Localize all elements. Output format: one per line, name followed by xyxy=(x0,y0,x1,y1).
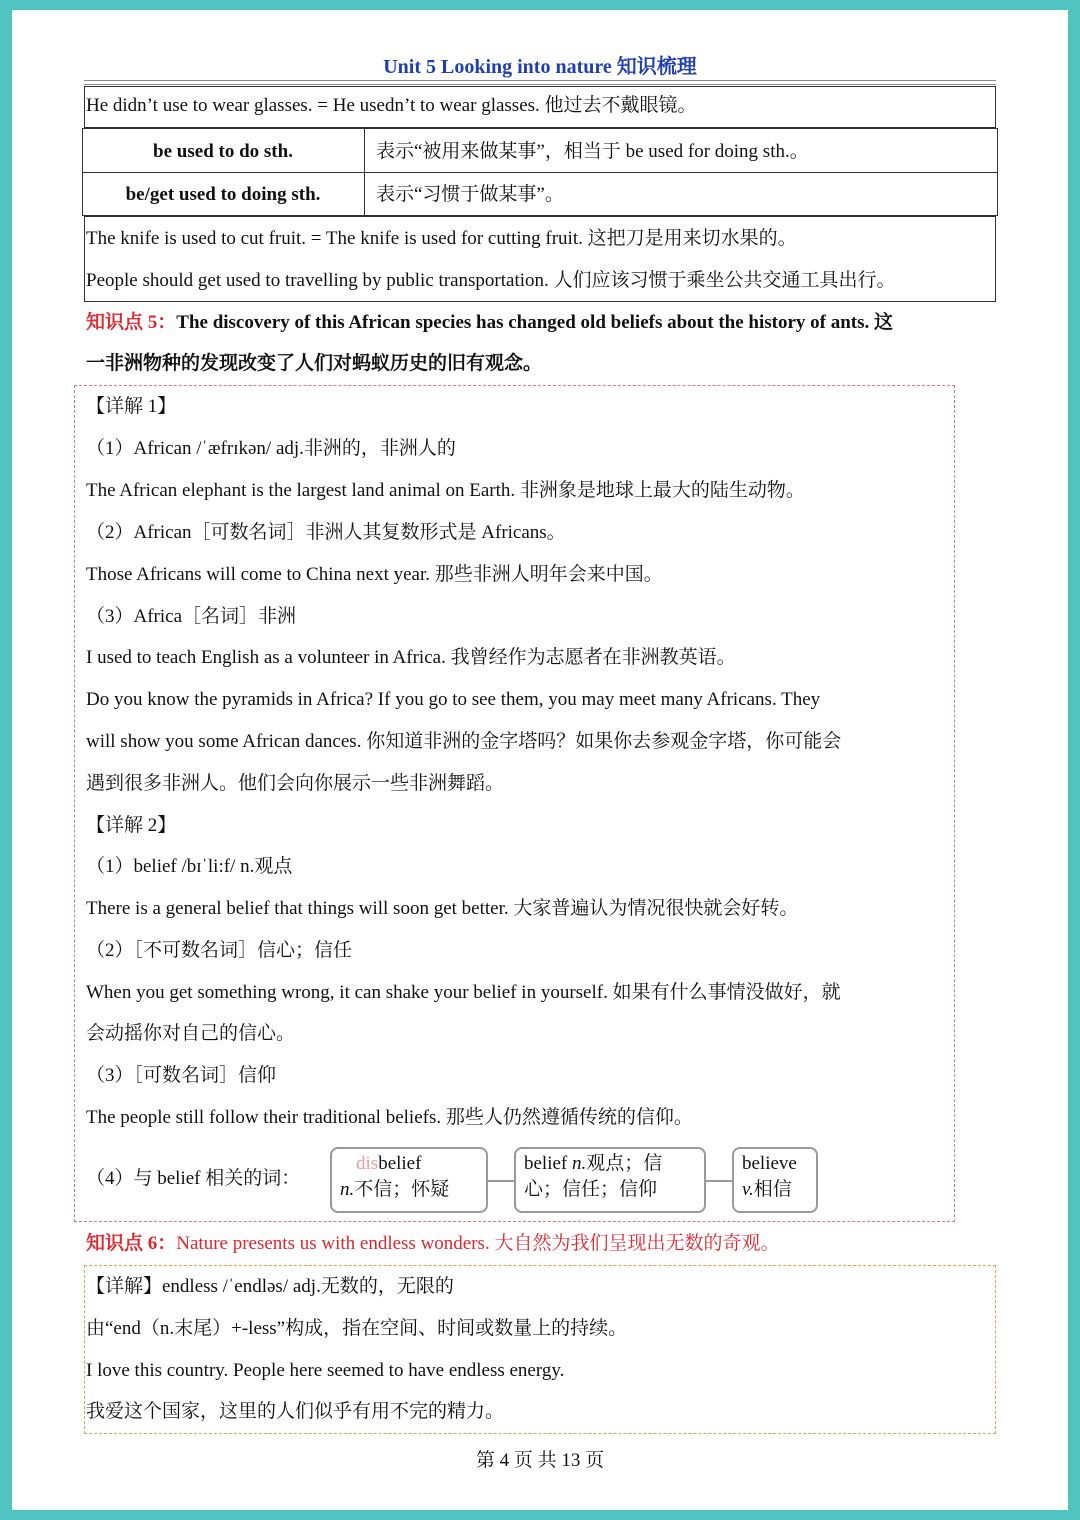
detail-1-line-3: （2）African［可数名词］非洲人其复数形式是 Africans。 xyxy=(86,522,566,543)
word-disbelief-definition xyxy=(340,1177,478,1203)
detail-2-line-3: （2）［不可数名词］信心；信任 xyxy=(86,940,353,961)
detail-6-line-3: I love this country. People here seemed to have endless energy. xyxy=(86,1360,565,1381)
knowledge-point-5-sentence: The discovery of this African species has changed old beliefs about the history of ants. 这 xyxy=(176,312,894,333)
word-disbelief-prefix: dis xyxy=(356,1153,379,1174)
example-used-to: He didn’t use to wear glasses. = He usedn’t to wear glasses. 他过去不戴眼镜。 xyxy=(86,95,697,116)
usage-term-2: be/get used to doing sth. xyxy=(125,184,321,205)
related-words-label: （4）与 belief 相关的词： xyxy=(86,1168,301,1189)
usage-table-row-divider xyxy=(82,172,998,173)
detail-2-line-4: When you get something wrong, it can shake your belief in yourself. 如果有什么事情没做好，就 xyxy=(86,982,841,1003)
detail-box-point-5 xyxy=(74,385,955,1222)
word-disbelief xyxy=(340,1151,478,1177)
example-transportation: People should get used to travelling by public transportation. 人们应该习惯于乘坐公共交通工具出行。 xyxy=(86,270,896,291)
word-box-believe xyxy=(732,1147,818,1213)
word-disbelief-root: belief xyxy=(378,1153,422,1174)
detail-1-line-1: （1）African /ˈæfrɪkən/ adj.非洲的，非洲人的 xyxy=(86,438,456,459)
usage-meaning-1: 表示“被用来做某事”，相当于 be used for doing sth.。 xyxy=(376,141,809,162)
detail-2-line-5: 会动摇你对自己的信心。 xyxy=(86,1023,296,1044)
detail-6-line-1: 【详解】endless /ˈendləs/ adj.无数的，无限的 xyxy=(86,1276,454,1297)
word-connector-2 xyxy=(706,1180,732,1182)
word-believe-definition xyxy=(742,1177,808,1203)
word-belief-def1: 观点；信 xyxy=(586,1153,663,1174)
detail-1-line-2: The African elephant is the largest land animal on Earth. 非洲象是地球上最大的陆生动物。 xyxy=(86,480,805,501)
word-belief-def2: 心；信任；信仰 xyxy=(524,1179,658,1200)
header-rule-secondary xyxy=(84,84,996,85)
usage-table-col-divider xyxy=(364,128,365,216)
word-believe: believe xyxy=(742,1153,797,1174)
detail-1-line-4: Those Africans will come to China next year. 那些非洲人明年会来中国。 xyxy=(86,564,663,585)
detail-1-line-6: I used to teach English as a volunteer in Africa. 我曾经作为志愿者在非洲教英语。 xyxy=(86,647,736,668)
knowledge-point-6 xyxy=(86,1232,779,1256)
knowledge-point-5-line2: 一非洲物种的发现改变了人们对蚂蚁历史的旧有观念。 xyxy=(86,353,543,374)
detail-6-line-2: 由“end（n.末尾）+-less”构成，指在空间、时间或数量上的持续。 xyxy=(86,1318,628,1339)
detail-1-line-5: （3）Africa［名词］非洲 xyxy=(86,606,297,627)
detail-1-line-9: 遇到很多非洲人。他们会向你展示一些非洲舞蹈。 xyxy=(86,773,505,794)
word-box-belief xyxy=(514,1147,706,1213)
detail-6-line-4: 我爱这个国家，这里的人们似乎有用不完的精力。 xyxy=(86,1401,505,1422)
word-disbelief-def: 不信；怀疑 xyxy=(354,1179,450,1200)
detail-1-line-8: will show you some African dances. 你知道非洲的金字塔吗？如果你去参观金字塔，你可能会 xyxy=(86,731,842,752)
word-belief-line1 xyxy=(524,1151,696,1177)
word-believe-pos: v. xyxy=(742,1179,754,1200)
word-box-disbelief xyxy=(330,1147,488,1213)
knowledge-point-6-sentence: Nature presents us with endless wonders. 大自然为我们呈现出无数的奇观。 xyxy=(176,1233,780,1254)
word-disbelief-pos: n. xyxy=(340,1179,355,1200)
detail-1-heading: 【详解 1】 xyxy=(86,396,177,417)
document-page xyxy=(12,10,1068,1510)
word-belief: belief xyxy=(524,1153,573,1174)
word-belief-pos: n. xyxy=(572,1153,587,1174)
detail-2-line-1: （1）belief /bɪˈli:f/ n.观点 xyxy=(86,856,293,877)
usage-meaning-2: 表示“习惯于做某事”。 xyxy=(376,184,564,205)
word-believe-def: 相信 xyxy=(753,1179,792,1200)
detail-2-heading: 【详解 2】 xyxy=(86,815,177,836)
knowledge-point-6-label: 知识点 6： xyxy=(86,1233,177,1254)
knowledge-point-5-line1 xyxy=(86,311,893,335)
page-header-title: Unit 5 Looking into nature 知识梳理 xyxy=(383,56,697,78)
knowledge-point-5-label: 知识点 5： xyxy=(86,312,177,333)
header-rule xyxy=(84,80,996,81)
page-footer: 第 4 页 共 13 页 xyxy=(475,1450,605,1471)
usage-term-1: be used to do sth. xyxy=(153,141,293,162)
detail-2-line-7: The people still follow their traditional beliefs. 那些人仍然遵循传统的信仰。 xyxy=(86,1107,693,1128)
detail-2-line-6: （3）［可数名词］信仰 xyxy=(86,1065,277,1086)
example-knife: The knife is used to cut fruit. = The knife is used for cutting fruit. 这把刀是用来切水果的。 xyxy=(86,228,797,249)
detail-2-line-2: There is a general belief that things will soon get better. 大家普遍认为情况很快就会好转。 xyxy=(86,898,799,919)
detail-1-line-7: Do you know the pyramids in Africa? If you go to see them, you may meet many Africans. They xyxy=(86,689,821,710)
word-connector-1 xyxy=(488,1180,514,1182)
